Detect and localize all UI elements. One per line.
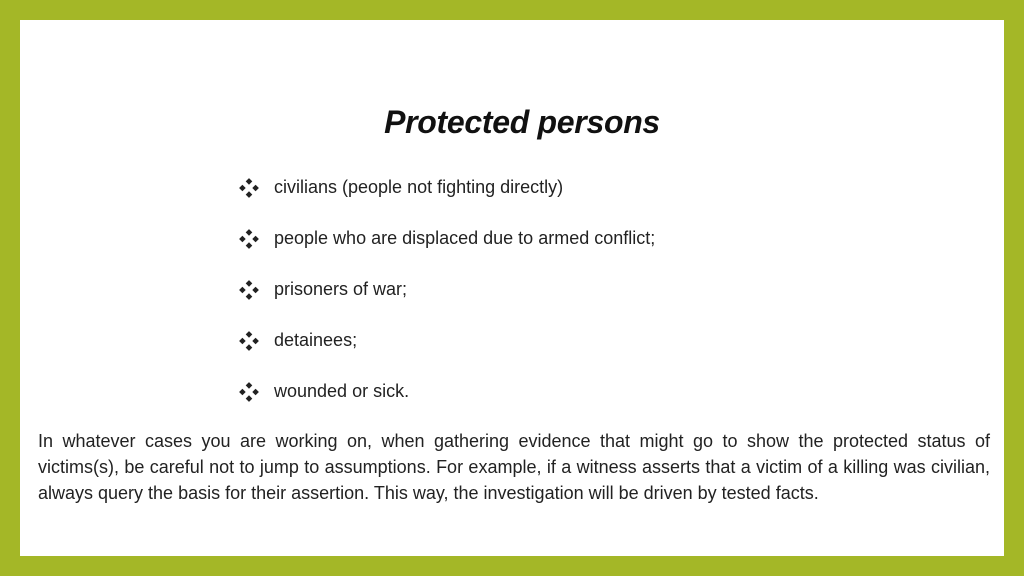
four-diamond-icon — [238, 330, 260, 352]
list-item — [238, 325, 655, 356]
bullet-text: wounded or sick. — [274, 381, 410, 401]
list-item — [238, 376, 655, 407]
slide-title: Protected persons — [384, 104, 660, 140]
four-diamond-icon — [238, 228, 260, 250]
bullet-text: people who are displaced due to armed conflict; — [274, 228, 656, 248]
four-diamond-icon — [238, 279, 260, 301]
four-diamond-icon — [238, 381, 260, 403]
list-item — [238, 172, 655, 203]
bullet-text: prisoners of war; — [274, 279, 408, 299]
bullet-text: detainees; — [274, 330, 358, 350]
bullet-list — [238, 172, 655, 427]
list-item — [238, 223, 655, 254]
list-item — [238, 274, 655, 305]
four-diamond-icon — [238, 177, 260, 199]
slide — [20, 20, 1004, 556]
bullet-text: civilians (people not fighting directly) — [274, 177, 564, 197]
body-paragraph: In whatever cases you are working on, when gathering evidence that might go to show the protected status of victims(s), be careful not to jump to assumptions. For example, if a witness asserts that a victim of a killing was civilian, always query the basis for their assertion. This way, the investigation will be driven by tested facts. — [38, 431, 990, 503]
